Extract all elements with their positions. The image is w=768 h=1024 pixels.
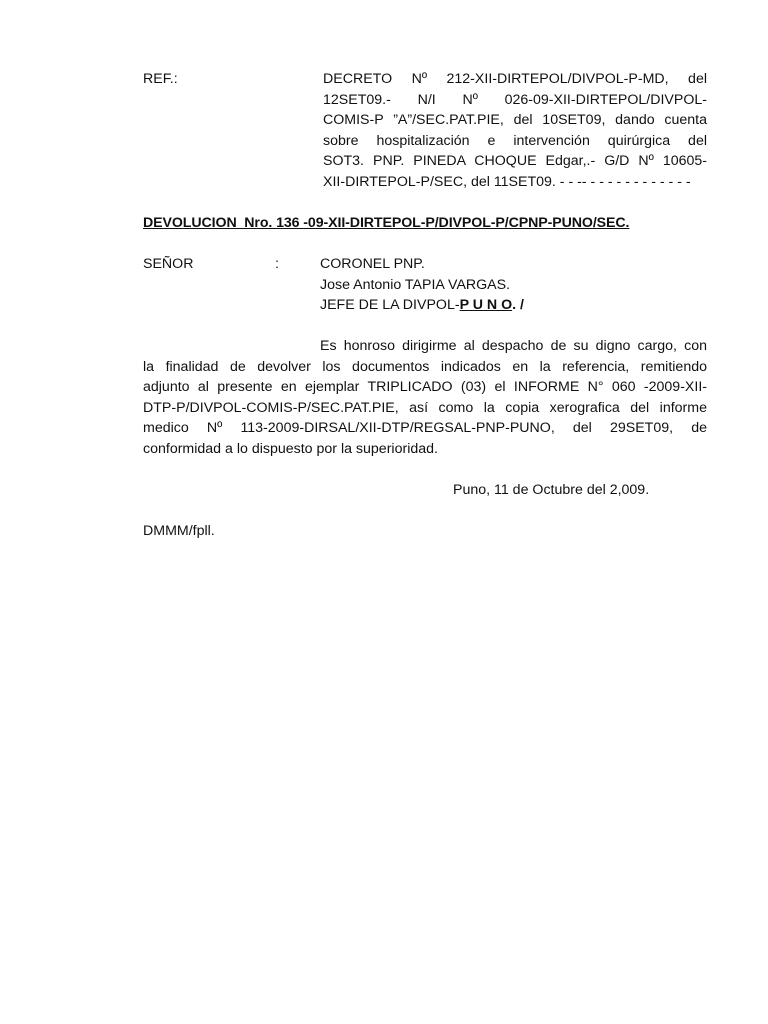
position-prefix: JEFE DE LA DIVPOL- bbox=[320, 297, 460, 313]
reference-line: COMIS-P ”A”/SEC.PAT.PIE, del 10SET09, dando cuenta bbox=[323, 112, 707, 128]
body-paragraph bbox=[143, 336, 707, 459]
position-place: P U N O bbox=[459, 297, 513, 313]
addressee-position bbox=[320, 295, 524, 316]
reference-text bbox=[323, 69, 707, 192]
addressee-colon: : bbox=[275, 256, 279, 272]
addressee-name: Jose Antonio TAPIA VARGAS. bbox=[320, 276, 511, 293]
date-line: Puno, 11 de Octubre del 2,009. bbox=[453, 482, 650, 498]
body-line: la finalidad de devolver los documentos indicados en la referencia, remitiendo bbox=[143, 358, 707, 375]
body-line: DTP-P/DIVPOL-COMIS-P/SEC.PAT.PIE, así como la copia xerografica del informe bbox=[143, 399, 707, 416]
reference-line: DECRETO Nº 212-XII-DIRTEPOL/DIVPOL-P-MD, del bbox=[323, 71, 707, 87]
position-suffix: . / bbox=[512, 297, 524, 313]
reference-line: XII-DIRTEPOL-P/SEC, del 11SET09. - - -- - - - - - - - - - - - - bbox=[323, 173, 691, 190]
reference-line: SOT3. PNP. PINEDA CHOQUE Edgar,.- G/D Nº 10605- bbox=[323, 153, 707, 169]
body-line: medico Nº 113-2009-DIRSAL/XII-DTP/REGSAL-PNP-PUNO, del 29SET09, de bbox=[143, 420, 707, 436]
body-line: adjunto al presente en ejemplar TRIPLICADO (03) el INFORME N° 060 -2009-XII- bbox=[143, 379, 707, 395]
reference-line: 12SET09.- N/I Nº 026-09-XII-DIRTEPOL/DIVPOL- bbox=[323, 91, 707, 108]
reference-label: REF.: bbox=[143, 71, 178, 87]
body-line: conformidad a lo dispuesto por la superioridad. bbox=[143, 440, 438, 457]
addressee-label: SEÑOR bbox=[143, 256, 194, 272]
initials: DMMM/fpll. bbox=[143, 523, 215, 539]
addressee-block bbox=[320, 254, 524, 316]
body-line: Es honroso dirigirme al despacho de su digno cargo, con bbox=[320, 338, 707, 354]
addressee-rank: CORONEL PNP. bbox=[320, 256, 425, 272]
devolucion-heading: DEVOLUCION Nro. 136 -09-XII-DIRTEPOL-P/DIVPOL-P/CPNP-PUNO/SEC. bbox=[143, 215, 630, 231]
reference-line: sobre hospitalización e intervención quirúrgica del bbox=[323, 132, 707, 149]
